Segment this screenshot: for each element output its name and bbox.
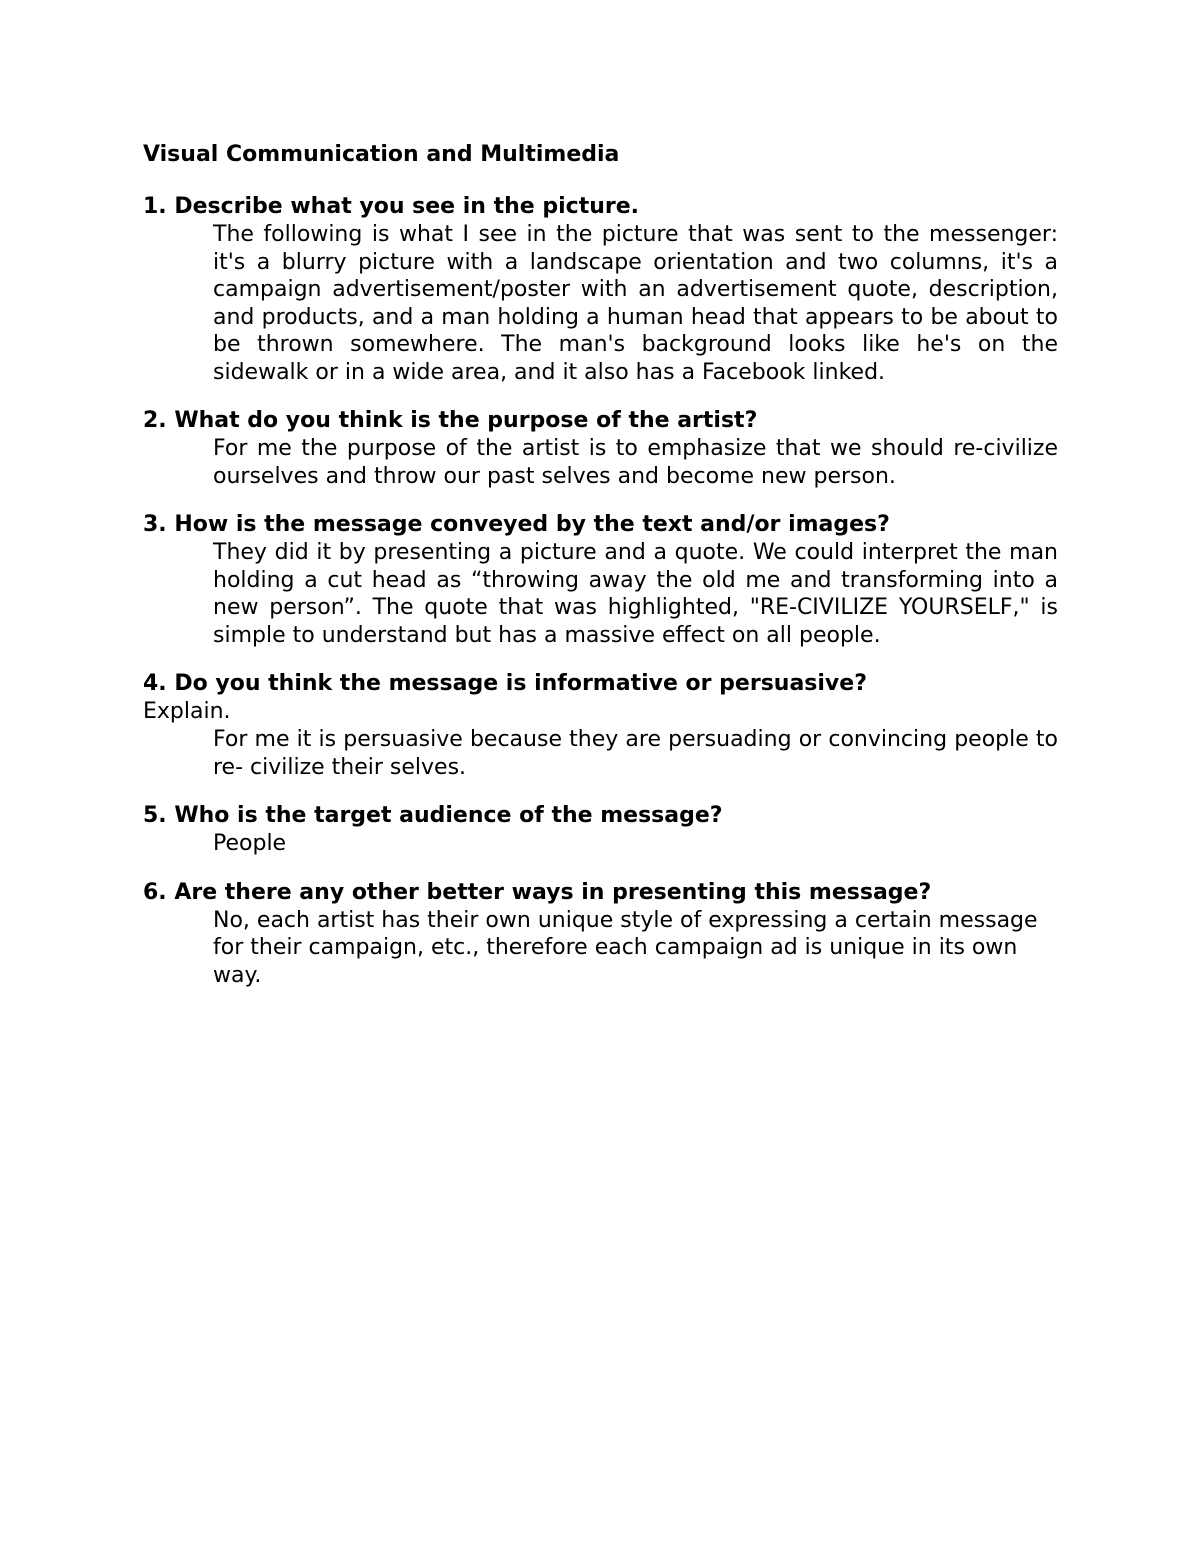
document-page: [143, 138, 1058, 1010]
answer-text: The following is what I see in the picture that was sent to the messenger: it's a blurry picture with a landscape orientation and two columns, it's a campaign advertisement/poster with an advertisement quote, description, and products, and a man holding a human head that appears to be about to be thrown somewhere. The man's background looks like he's on the sidewalk or in a wide area, and it also has a Facebook linked.: [213, 222, 1058, 385]
question-subheading: Explain.: [143, 699, 231, 724]
answer-text: For me the purpose of the artist is to emphasize that we should re-civilize ourselves and throw our past selves and become new person.: [213, 436, 1058, 489]
answer-text: They did it by presenting a picture and a quote. We could interpret the man holding a cut head as “throwing away the old me and transforming into a new person”. The quote that was highlighted, "RE-CIVILIZE YOURSELF," is simple to understand but has a massive effect on all people.: [213, 540, 1058, 648]
question-block-4: [143, 670, 1058, 781]
question-block-1: [143, 193, 1058, 386]
question-heading: 1. Describe what you see in the picture.: [143, 194, 639, 219]
question-heading: 6. Are there any other better ways in presenting this message?: [143, 879, 932, 905]
question-heading: 4. Do you think the message is informative or persuasive?: [143, 671, 867, 696]
question-block-6: [143, 879, 1058, 990]
question-heading: 3. How is the message conveyed by the text and/or images?: [143, 512, 890, 537]
document-title: Visual Communication and Multimedia: [143, 142, 620, 167]
answer-text: For me it is persuasive because they are persuading or convincing people to re- civilize their selves.: [213, 727, 1058, 780]
question-block-2: [143, 407, 1058, 490]
question-block-5: [143, 802, 1058, 858]
question-heading: 5. Who is the target audience of the message?: [143, 803, 723, 828]
answer-text: People: [213, 831, 287, 856]
answer-text: No, each artist has their own unique style of expressing a certain message for their campaign, etc., therefore each campaign ad is unique in its own way.: [213, 907, 1038, 988]
question-heading: 2. What do you think is the purpose of the artist?: [143, 408, 758, 433]
question-block-3: [143, 511, 1058, 649]
